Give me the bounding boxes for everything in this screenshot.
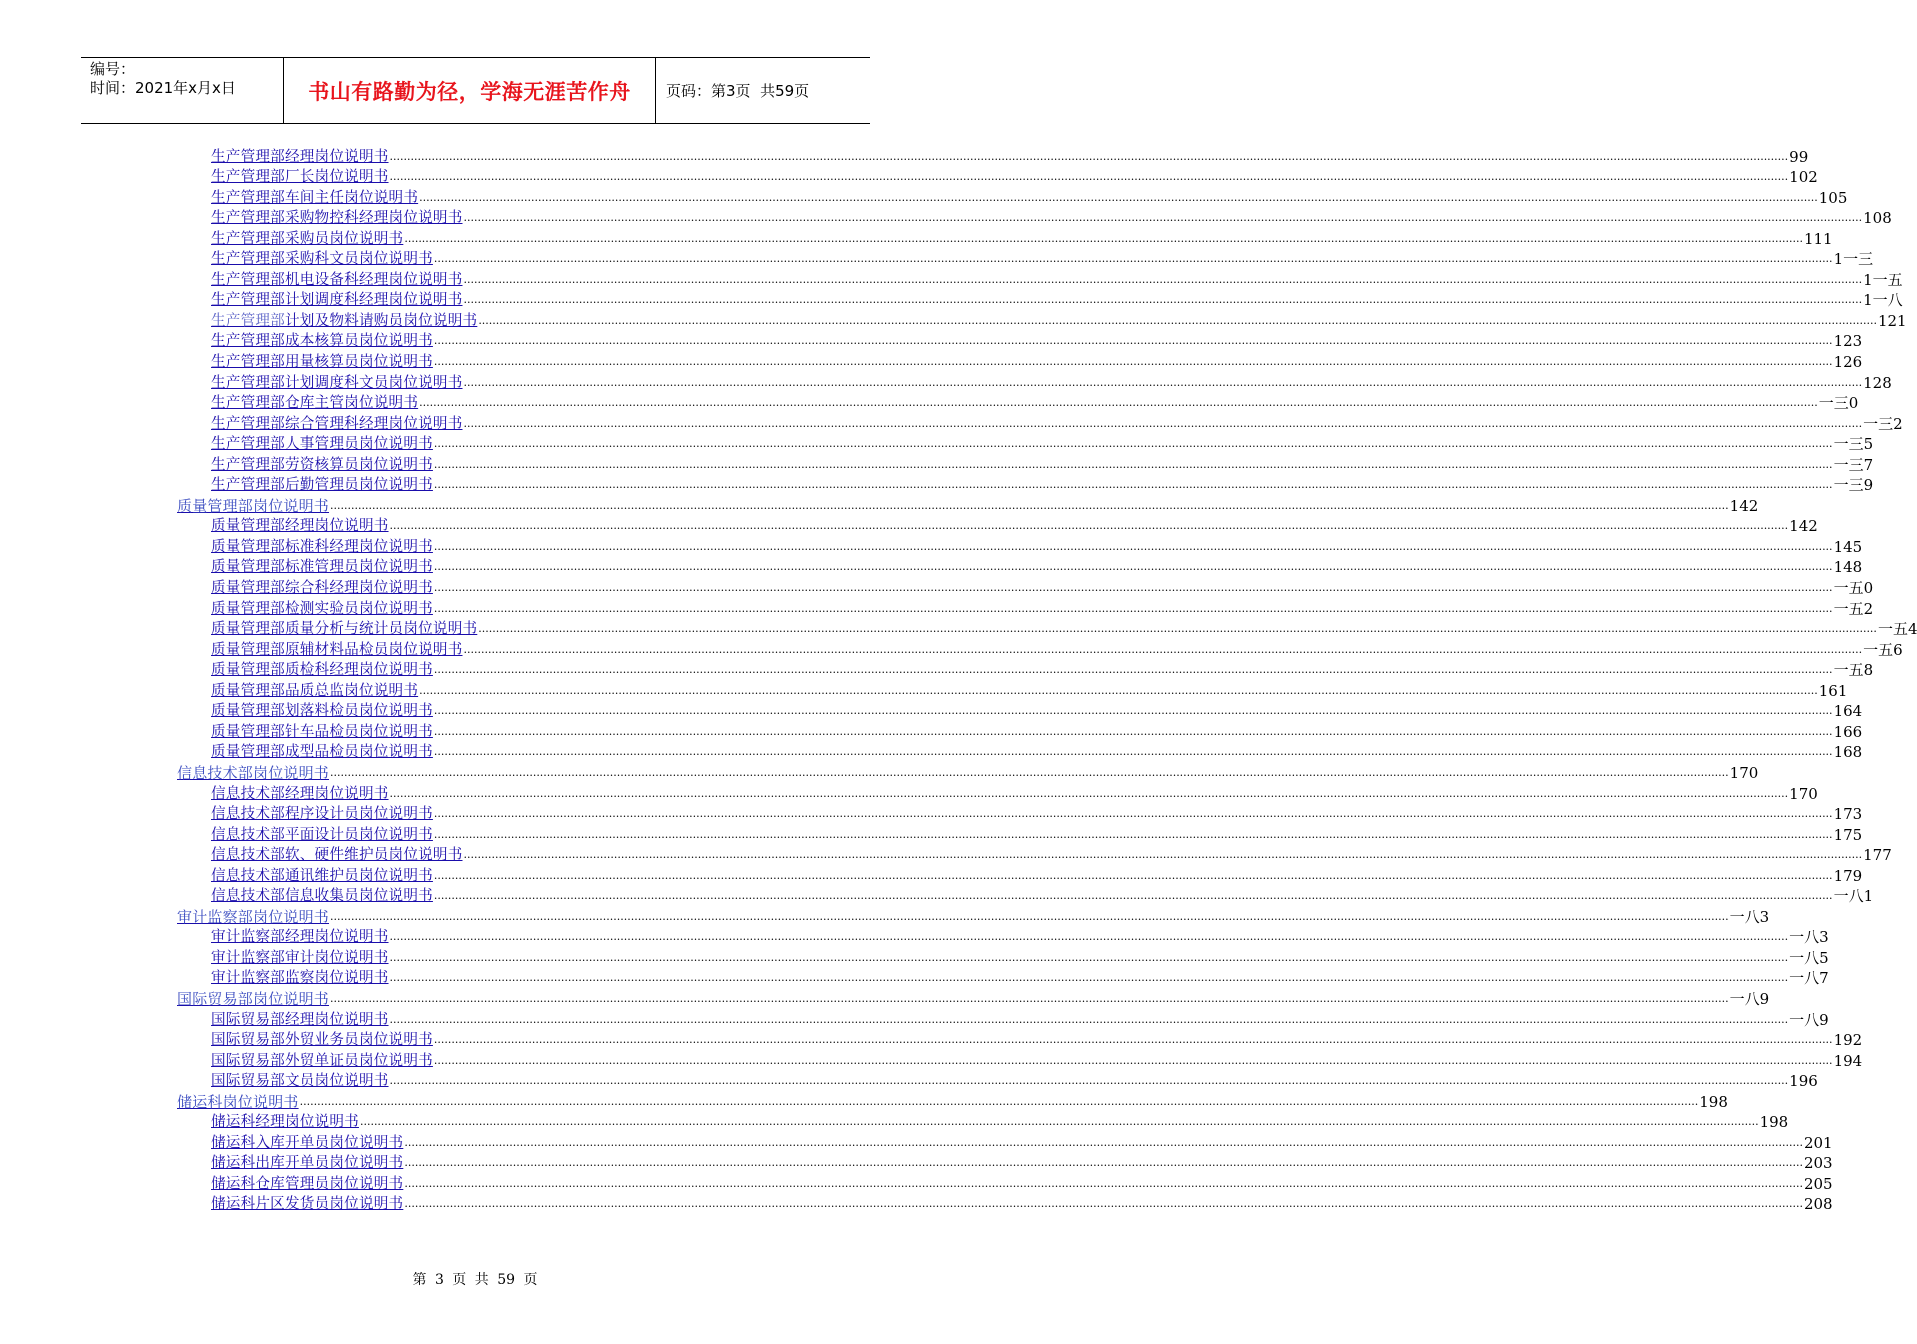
toc-entry-link[interactable]	[211, 968, 389, 988]
toc-entry-link[interactable]	[211, 167, 389, 187]
toc-dot-leader: ................................................................................................................................................................................................................................................................................................................................................................................................................	[433, 868, 1833, 882]
toc-dot-leader: ................................................................................................................................................................................................................................................................................................................................................................................................................	[433, 1053, 1833, 1067]
toc-entry-link[interactable]	[211, 599, 433, 619]
toc-page-number: 105	[1818, 188, 1848, 207]
toc-entry-link[interactable]	[211, 537, 433, 557]
toc-dot-leader: ................................................................................................................................................................................................................................................................................................................................................................................................................	[419, 396, 1818, 410]
toc-entry-link[interactable]	[211, 147, 389, 167]
toc-dot-leader: ................................................................................................................................................................................................................................................................................................................................................................................................................	[433, 478, 1833, 492]
toc-dot-leader: ................................................................................................................................................................................................................................................................................................................................................................................................................	[389, 519, 1789, 533]
toc-entry-title: 储运科仓库管理员岗位说明书	[211, 1174, 404, 1192]
toc-entry-link[interactable]	[211, 1174, 403, 1194]
toc-entry-link[interactable]	[211, 619, 477, 639]
toc-page-number: 198	[1759, 1113, 1789, 1132]
toc-entry-link[interactable]	[211, 188, 418, 208]
toc-dot-leader: ................................................................................................................................................................................................................................................................................................................................................................................................................	[389, 149, 1789, 163]
toc-entry[interactable]	[211, 824, 1863, 845]
toc-entry-link[interactable]	[211, 845, 463, 865]
toc-entry-title: 国际贸易部外贸单证员岗位说明书	[211, 1051, 433, 1069]
toc-dot-leader: ................................................................................................................................................................................................................................................................................................................................................................................................................	[433, 807, 1833, 821]
toc-entry[interactable]	[211, 845, 1892, 866]
toc-entry[interactable]	[211, 577, 1874, 598]
toc-page-number: 1一五	[1863, 270, 1903, 289]
toc-entry-link[interactable]	[211, 1010, 389, 1030]
toc-page-number: 161	[1818, 681, 1848, 700]
toc-dot-leader: ................................................................................................................................................................................................................................................................................................................................................................................................................	[433, 560, 1833, 574]
toc-dot-leader: ................................................................................................................................................................................................................................................................................................................................................................................................................	[433, 581, 1833, 595]
toc-entry-link[interactable]	[211, 1071, 389, 1091]
toc-dot-leader: ................................................................................................................................................................................................................................................................................................................................................................................................................	[330, 991, 1729, 1005]
toc-dot-leader: ................................................................................................................................................................................................................................................................................................................................................................................................................	[404, 231, 1803, 245]
header-page-info-text: 页码：第3页 共59页	[666, 82, 810, 100]
toc-page-number: 123	[1833, 332, 1863, 351]
toc-entry-title: 储运科经理岗位说明书	[211, 1113, 359, 1131]
toc-dot-leader: ................................................................................................................................................................................................................................................................................................................................................................................................................	[419, 683, 1818, 697]
toc-dot-leader: ................................................................................................................................................................................................................................................................................................................................................................................................................	[404, 1135, 1803, 1149]
toc-entry[interactable]	[211, 187, 1848, 208]
toc-entry-title: 生产管理部劳资核算员岗位说明书	[211, 455, 433, 473]
toc-page-number: 126	[1833, 353, 1863, 372]
toc-entry-link[interactable]	[177, 907, 329, 927]
page-header	[81, 57, 870, 124]
toc-entry-title: 质量管理部检测实验员岗位说明书	[211, 599, 433, 617]
toc-entry-title: 审计监察部监察岗位说明书	[211, 969, 389, 987]
toc-entry[interactable]	[211, 290, 1903, 311]
toc-dot-leader: ................................................................................................................................................................................................................................................................................................................................................................................................................	[463, 211, 1863, 225]
toc-entry-title: 质量管理部岗位说明书	[177, 496, 330, 515]
document-time-label: 时间：2021年x月x日	[90, 79, 236, 97]
toc-dot-leader: ................................................................................................................................................................................................................................................................................................................................................................................................................	[433, 827, 1833, 841]
toc-dot-leader: ................................................................................................................................................................................................................................................................................................................................................................................................................	[359, 1115, 1759, 1129]
toc-entry-link[interactable]	[211, 804, 433, 824]
toc-entry-link[interactable]	[211, 1112, 359, 1132]
toc-entry-link[interactable]	[211, 331, 433, 351]
toc-entry[interactable]	[211, 865, 1863, 886]
toc-dot-leader: ................................................................................................................................................................................................................................................................................................................................................................................................................	[433, 724, 1833, 738]
toc-entry-link[interactable]	[211, 784, 389, 804]
toc-page-number: 170	[1789, 784, 1818, 803]
toc-entry-link[interactable]	[211, 270, 463, 290]
toc-entry-link[interactable]	[211, 434, 433, 454]
toc-page-number: 一五4	[1877, 620, 1917, 639]
toc-entry-title: 质量管理部质量分析与统计员岗位说明书	[211, 620, 478, 638]
toc-section-entry[interactable]	[177, 1091, 1728, 1112]
toc-page-number: 166	[1833, 722, 1863, 741]
toc-entry-title: 储运科出库开单员岗位说明书	[211, 1154, 404, 1172]
toc-entry[interactable]	[211, 927, 1829, 948]
toc-entry[interactable]	[211, 434, 1874, 455]
toc-dot-leader: ................................................................................................................................................................................................................................................................................................................................................................................................................	[433, 704, 1833, 718]
toc-dot-leader: ................................................................................................................................................................................................................................................................................................................................................................................................................	[433, 252, 1833, 266]
toc-entry-title: 生产管理部计划调度科经理岗位说明书	[211, 291, 463, 309]
toc-entry-link[interactable]	[211, 414, 463, 434]
toc-entry[interactable]	[211, 249, 1874, 270]
toc-entry-link[interactable]	[211, 640, 463, 660]
toc-entry[interactable]	[211, 557, 1863, 578]
toc-entry-link[interactable]	[211, 475, 433, 495]
toc-dot-leader: ................................................................................................................................................................................................................................................................................................................................................................................................................	[463, 642, 1863, 656]
toc-entry[interactable]	[211, 1009, 1829, 1030]
toc-entry[interactable]	[211, 475, 1874, 496]
toc-entry[interactable]	[211, 1030, 1863, 1051]
toc-entry-title: 计划及物料请购员岗位说明书	[284, 311, 478, 329]
toc-entry-link[interactable]	[211, 311, 477, 331]
toc-entry-title: 质量管理部成型品检员岗位说明书	[211, 743, 433, 761]
toc-page-number: 一三7	[1833, 455, 1874, 474]
toc-entry-title: 质量管理部划落料检员岗位说明书	[211, 702, 433, 720]
toc-entry-link[interactable]	[211, 578, 433, 598]
toc-page-number: 142	[1729, 496, 1759, 515]
toc-entry-link[interactable]	[211, 557, 433, 577]
toc-entry-title: 信息技术部经理岗位说明书	[211, 784, 389, 802]
toc-entry-title: 生产管理部综合管理科经理岗位说明书	[211, 414, 463, 432]
page-footer	[0, 1269, 950, 1289]
toc-dot-leader: ................................................................................................................................................................................................................................................................................................................................................................................................................	[433, 437, 1833, 451]
toc-page-number: 一三5	[1833, 435, 1874, 454]
toc-entry[interactable]	[211, 536, 1863, 557]
toc-entry[interactable]	[211, 1112, 1789, 1133]
toc-page-number: 208	[1803, 1195, 1833, 1214]
toc-entry-link[interactable]	[211, 660, 433, 680]
toc-entry-link[interactable]	[211, 866, 433, 886]
toc-entry[interactable]	[211, 393, 1859, 414]
toc-entry[interactable]	[211, 721, 1863, 742]
toc-page-number: 1一八	[1863, 291, 1903, 310]
toc-section-entry[interactable]	[177, 495, 1759, 516]
toc-entry-link[interactable]	[211, 681, 418, 701]
toc-page-number: 173	[1833, 805, 1863, 824]
toc-entry[interactable]	[211, 1132, 1833, 1153]
toc-entry[interactable]	[211, 269, 1903, 290]
toc-page-number: 196	[1789, 1072, 1818, 1091]
toc-entry-title: 审计监察部岗位说明书	[177, 907, 330, 926]
toc-entry-link[interactable]	[211, 701, 433, 721]
toc-page-number: 198	[1699, 1092, 1728, 1111]
toc-section-entry[interactable]	[177, 762, 1759, 783]
toc-dot-leader: ................................................................................................................................................................................................................................................................................................................................................................................................................	[299, 1094, 1699, 1108]
toc-entry-link[interactable]	[211, 1153, 403, 1173]
toc-entry-title: 质量管理部质检科经理岗位说明书	[211, 661, 433, 679]
toc-entry-link[interactable]	[211, 886, 433, 906]
toc-page-number: 111	[1803, 229, 1833, 248]
toc-dot-leader: ................................................................................................................................................................................................................................................................................................................................................................................................................	[330, 498, 1729, 512]
toc-entry[interactable]	[211, 968, 1829, 989]
toc-entry-link[interactable]	[211, 927, 389, 947]
toc-dot-leader: ................................................................................................................................................................................................................................................................................................................................................................................................................	[389, 1074, 1789, 1088]
toc-entry[interactable]	[211, 167, 1818, 188]
toc-page-number: 175	[1833, 825, 1863, 844]
toc-entry[interactable]	[211, 619, 1917, 640]
toc-entry-title: 质量管理部针车品检员岗位说明书	[211, 722, 433, 740]
toc-entry[interactable]	[211, 331, 1863, 352]
toc-dot-leader: ................................................................................................................................................................................................................................................................................................................................................................................................................	[433, 601, 1833, 615]
toc-entry-title: 生产管理部人事管理员岗位说明书	[211, 435, 433, 453]
header-page-info	[656, 58, 870, 123]
toc-page-number: 164	[1833, 702, 1863, 721]
toc-entry-link[interactable]	[211, 742, 433, 762]
toc-entry-link[interactable]	[211, 825, 433, 845]
toc-entry-link[interactable]	[211, 516, 389, 536]
toc-page-number: 177	[1863, 846, 1892, 865]
toc-page-number: 一五6	[1863, 640, 1903, 659]
toc-page-number: 168	[1833, 743, 1863, 762]
toc-entry[interactable]	[211, 639, 1903, 660]
toc-dot-leader: ................................................................................................................................................................................................................................................................................................................................................................................................................	[463, 416, 1863, 430]
toc-entry-title: 储运科片区发货员岗位说明书	[211, 1195, 404, 1213]
toc-page-number: 205	[1803, 1174, 1833, 1193]
toc-entry-link[interactable]	[211, 1194, 403, 1214]
toc-entry[interactable]	[211, 947, 1829, 968]
toc-page-number: 108	[1863, 209, 1892, 228]
toc-dot-leader: ................................................................................................................................................................................................................................................................................................................................................................................................................	[478, 313, 1877, 327]
toc-entry-link[interactable]	[211, 393, 418, 413]
toc-page-number: 一八9	[1729, 989, 1770, 1008]
toc-page-number: 一三9	[1833, 476, 1874, 495]
toc-page-number: 1一三	[1833, 250, 1874, 269]
toc-page-number: 170	[1729, 763, 1759, 782]
toc-entry-title: 质量管理部标准科经理岗位说明书	[211, 537, 433, 555]
toc-entry-link[interactable]	[211, 722, 433, 742]
toc-entry-title: 国际贸易部岗位说明书	[177, 989, 330, 1008]
toc-dot-leader: ................................................................................................................................................................................................................................................................................................................................................................................................................	[433, 1033, 1833, 1047]
footer-page-number: 第 3 页 共 59 页	[412, 1272, 538, 1288]
toc-entry-title: 生产管理部车间主任岗位说明书	[211, 188, 419, 206]
toc-page-number: 一五0	[1833, 579, 1874, 598]
toc-dot-leader: ................................................................................................................................................................................................................................................................................................................................................................................................................	[419, 190, 1818, 204]
toc-dot-leader: ................................................................................................................................................................................................................................................................................................................................................................................................................	[404, 1197, 1803, 1211]
toc-entry-title: 生产管理部计划调度科文员岗位说明书	[211, 373, 463, 391]
toc-entry[interactable]	[211, 1050, 1863, 1071]
toc-page-number: 一八3	[1789, 928, 1829, 947]
toc-dot-leader: ................................................................................................................................................................................................................................................................................................................................................................................................................	[404, 1176, 1803, 1190]
toc-entry-title: 生产管理部仓库主管岗位说明书	[211, 394, 419, 412]
toc-entry[interactable]	[211, 701, 1863, 722]
toc-page-number: 一八5	[1789, 948, 1829, 967]
toc-dot-leader: ................................................................................................................................................................................................................................................................................................................................................................................................................	[330, 765, 1729, 779]
toc-dot-leader: ................................................................................................................................................................................................................................................................................................................................................................................................................	[463, 848, 1863, 862]
toc-entry[interactable]	[211, 310, 1907, 331]
toc-dot-leader: ................................................................................................................................................................................................................................................................................................................................................................................................................	[433, 663, 1833, 677]
toc-page-number: 128	[1863, 373, 1892, 392]
toc-entry[interactable]	[211, 351, 1863, 372]
toc-entry[interactable]	[211, 228, 1833, 249]
toc-entry-title: 国际贸易部外贸业务员岗位说明书	[211, 1031, 433, 1049]
toc-entry[interactable]	[211, 742, 1863, 763]
toc-entry-title: 生产管理部成本核算员岗位说明书	[211, 332, 433, 350]
toc-entry-link[interactable]	[211, 249, 433, 269]
toc-dot-leader: ................................................................................................................................................................................................................................................................................................................................................................................................................	[463, 375, 1863, 389]
toc-page-number: 194	[1833, 1051, 1863, 1070]
toc-entry-link[interactable]	[211, 1051, 433, 1071]
toc-dot-leader: ................................................................................................................................................................................................................................................................................................................................................................................................................	[463, 272, 1863, 286]
toc-page-number: 一三2	[1863, 414, 1903, 433]
toc-entry-title: 生产管理部用量核算员岗位说明书	[211, 353, 433, 371]
toc-entry-link[interactable]	[211, 373, 463, 393]
toc-page-number: 一八7	[1789, 969, 1829, 988]
toc-entry-link[interactable]	[211, 948, 389, 968]
toc-entry[interactable]	[211, 372, 1892, 393]
toc-entry-title: 信息技术部信息收集员岗位说明书	[211, 887, 433, 905]
toc-entry[interactable]	[211, 783, 1818, 804]
toc-entry-link[interactable]	[211, 290, 463, 310]
toc-entry-link[interactable]	[177, 496, 329, 516]
toc-page-number: 142	[1789, 517, 1818, 536]
toc-entry[interactable]	[211, 660, 1874, 681]
toc-page-number: 121	[1877, 311, 1907, 330]
toc-entry-link[interactable]	[211, 352, 433, 372]
header-motto: 书山有路勤为径，学海无涯苦作舟	[284, 58, 656, 123]
toc-dot-leader: ................................................................................................................................................................................................................................................................................................................................................................................................................	[463, 293, 1863, 307]
toc-entry-title: 生产管理部采购员岗位说明书	[211, 229, 404, 247]
toc-entry-title: 质量管理部标准管理员岗位说明书	[211, 558, 433, 576]
toc-entry-title: 国际贸易部经理岗位说明书	[211, 1010, 389, 1028]
toc-dot-leader: ................................................................................................................................................................................................................................................................................................................................................................................................................	[433, 539, 1833, 553]
toc-entry-title: 生产管理部后勤管理员岗位说明书	[211, 476, 433, 494]
toc-dot-leader: ................................................................................................................................................................................................................................................................................................................................................................................................................	[433, 457, 1833, 471]
toc-dot-leader: ................................................................................................................................................................................................................................................................................................................................................................................................................	[433, 745, 1833, 759]
toc-page-number: 179	[1833, 866, 1863, 885]
toc-entry-link[interactable]	[211, 208, 463, 228]
toc-entry-link[interactable]	[177, 1092, 299, 1112]
toc-entry-title: 生产管理部厂长岗位说明书	[211, 168, 389, 186]
toc-entry-title: 质量管理部品质总监岗位说明书	[211, 681, 419, 699]
toc-entry[interactable]	[211, 1153, 1833, 1174]
toc-dot-leader: ................................................................................................................................................................................................................................................................................................................................................................................................................	[389, 971, 1789, 985]
toc-entry[interactable]	[211, 1194, 1833, 1215]
toc-dot-leader: ................................................................................................................................................................................................................................................................................................................................................................................................................	[389, 170, 1789, 184]
toc-entry-link[interactable]	[211, 229, 403, 249]
table-of-contents	[0, 146, 1917, 1214]
toc-page-number: 145	[1833, 537, 1863, 556]
toc-entry-title: 质量管理部原辅材料品检员岗位说明书	[211, 640, 463, 658]
toc-page-number: 一五8	[1833, 661, 1874, 680]
toc-entry[interactable]	[211, 413, 1903, 434]
toc-entry-title: 生产管理部采购科文员岗位说明书	[211, 250, 433, 268]
toc-section-entry[interactable]	[177, 988, 1770, 1009]
toc-page-number: 201	[1803, 1133, 1833, 1152]
toc-page-number: 99	[1789, 147, 1809, 166]
document-number-label: 编号：	[90, 60, 136, 78]
toc-entry[interactable]	[211, 1173, 1833, 1194]
toc-dot-leader: ................................................................................................................................................................................................................................................................................................................................................................................................................	[389, 930, 1789, 944]
toc-page-number: 一八9	[1789, 1010, 1829, 1029]
toc-entry-title: 储运科岗位说明书	[177, 1092, 299, 1111]
toc-entry-link[interactable]	[211, 1030, 433, 1050]
toc-entry-title: 审计监察部经理岗位说明书	[211, 928, 389, 946]
toc-page-number: 一五2	[1833, 599, 1874, 618]
toc-dot-leader: ................................................................................................................................................................................................................................................................................................................................................................................................................	[389, 950, 1789, 964]
toc-page-number: 192	[1833, 1031, 1863, 1050]
toc-entry[interactable]	[211, 680, 1848, 701]
toc-entry-title: 质量管理部经理岗位说明书	[211, 517, 389, 535]
header-meta	[81, 58, 284, 123]
toc-entry-title: 储运科入库开单员岗位说明书	[211, 1133, 404, 1151]
toc-entry-title: 生产管理部采购物控科经理岗位说明书	[211, 209, 463, 227]
toc-page-number: 148	[1833, 558, 1863, 577]
toc-entry-title: 国际贸易部文员岗位说明书	[211, 1072, 389, 1090]
toc-entry[interactable]	[211, 598, 1874, 619]
toc-page-number: 一三0	[1818, 394, 1859, 413]
toc-dot-leader: ................................................................................................................................................................................................................................................................................................................................................................................................................	[478, 622, 1877, 636]
toc-page-number: 203	[1803, 1154, 1833, 1173]
toc-entry[interactable]	[211, 454, 1874, 475]
toc-entry[interactable]	[211, 804, 1863, 825]
toc-dot-leader: ................................................................................................................................................................................................................................................................................................................................................................................................................	[389, 786, 1789, 800]
toc-page-number: 一八1	[1833, 887, 1874, 906]
toc-entry-link[interactable]	[177, 763, 329, 783]
toc-entry[interactable]	[211, 516, 1818, 537]
toc-entry-title: 信息技术部通讯维护员岗位说明书	[211, 866, 433, 884]
toc-section-entry[interactable]	[177, 906, 1770, 927]
toc-entry-title: 质量管理部综合科经理岗位说明书	[211, 579, 433, 597]
toc-page-number: 一八3	[1729, 907, 1770, 926]
toc-entry-title-prefix: 生产管理部	[211, 311, 285, 329]
toc-entry-title: 生产管理部机电设备科经理岗位说明书	[211, 270, 463, 288]
toc-dot-leader: ................................................................................................................................................................................................................................................................................................................................................................................................................	[330, 909, 1729, 923]
toc-entry[interactable]	[211, 1071, 1818, 1092]
toc-dot-leader: ................................................................................................................................................................................................................................................................................................................................................................................................................	[433, 889, 1833, 903]
toc-entry-title: 信息技术部平面设计员岗位说明书	[211, 825, 433, 843]
toc-dot-leader: ................................................................................................................................................................................................................................................................................................................................................................................................................	[389, 1012, 1789, 1026]
toc-entry[interactable]	[211, 208, 1892, 229]
toc-entry-link[interactable]	[211, 1133, 403, 1153]
toc-dot-leader: ................................................................................................................................................................................................................................................................................................................................................................................................................	[404, 1156, 1803, 1170]
toc-dot-leader: ................................................................................................................................................................................................................................................................................................................................................................................................................	[433, 334, 1833, 348]
toc-entry-title: 信息技术部软、硬件维护员岗位说明书	[211, 846, 463, 864]
toc-entry-title: 生产管理部经理岗位说明书	[211, 147, 389, 165]
toc-page-number: 102	[1789, 168, 1818, 187]
toc-entry-title: 审计监察部审计岗位说明书	[211, 948, 389, 966]
toc-entry-link[interactable]	[211, 455, 433, 475]
toc-dot-leader: ................................................................................................................................................................................................................................................................................................................................................................................................................	[433, 355, 1833, 369]
toc-entry[interactable]	[211, 886, 1874, 907]
toc-entry-title: 信息技术部岗位说明书	[177, 763, 330, 782]
toc-entry[interactable]	[211, 146, 1809, 167]
toc-entry-title: 信息技术部程序设计员岗位说明书	[211, 805, 433, 823]
toc-entry-link[interactable]	[177, 989, 329, 1009]
